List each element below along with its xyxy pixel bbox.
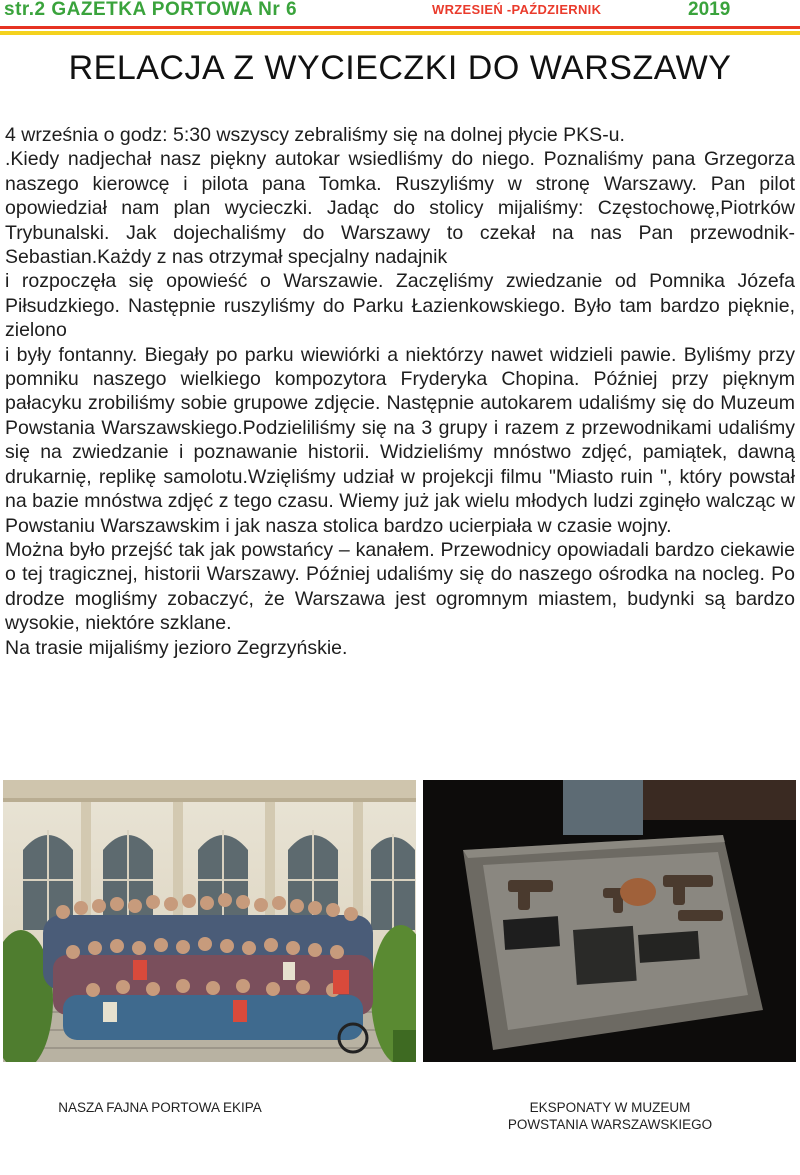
newsletter-header [0,0,800,34]
article-body [5,123,795,660]
group-photo-caption [10,1099,310,1116]
article-title: RELACJA Z WYCIECZKI DO WARSZAWY [68,49,732,87]
museum-exhibit-photo [423,780,796,1062]
paragraph: .Kiedy nadjechał nasz piękny autokar wsiedliśmy do niego. Poznaliśmy pana Grzegorza naszego kierowcę i pilota pana Tomka. Ruszyliśmy w stronę Warszawy. Pan pilot opowiedział nam plan wycieczki. Jadąc do stolicy mijaliśmy: Częstochowę,Piotrków Trybunalski. Jak dojechaliśmy do Warszawy to czekał na nas Pan przewodnik-Sebastian.Każdy z nas otrzymał specjalny nadajnik [5,148,795,269]
group-photo [3,780,416,1062]
museum-photo-caption [460,1099,760,1133]
page-label: str.2 GAZETKA PORTOWA Nr 6 [4,0,298,20]
caption-line: POWSTANIA WARSZAWSKIEGO [507,1117,713,1132]
header-red-stripe [0,26,800,29]
paragraph: 4 września o godz: 5:30 wszyscy zebraliśmy się na dolnej płycie PKS-u. [5,124,625,146]
caption-line: EKSPONATY W MUZEUM [529,1100,691,1115]
issue-year: 2019 [688,0,731,20]
paragraph: Można było przejść tak jak powstańcy – kanałem. Przewodnicy opowiadali bardzo ciekawie o tej tragicznej, historii Warszawy. Później udaliśmy się do naszego ośrodka na nocleg. Po drodze mogliśmy zobaczyć, że Warszawa jest ogromnym miastem, budynki są bardzo wysokie, niektóre szklane. [5,538,795,635]
caption-text: NASZA FAJNA PORTOWA EKIPA [58,1100,262,1115]
header-yellow-stripe [0,31,800,35]
paragraph: Na trasie mijaliśmy jezioro Zegrzyńskie. [5,636,348,659]
issue-months: WRZESIEŃ -PAŹDZIERNIK [432,2,602,17]
paragraph: i rozpoczęła się opowieść o Warszawie. Zaczęliśmy zwiedzanie od Pomnika Józefa Piłsudzkiego. Następnie ruszyliśmy do Parku Łazienkowskiego. Było tam bardzo pięknie, zielono [5,270,795,342]
paragraph: i były fontanny. Biegały po parku wiewiórki a niektórzy nawet widzieli pawie. Byliśmy przy pomniku naszego wielkiego kompozytora Fryderyka Chopina. Później przy pięknym pałacyku zrobiliśmy sobie grupowe zdjęcie. Następnie autokarem udaliśmy się do Muzeum Powstania Warszawskiego.Podzieliliśmy się na 3 grupy i razem z przewodnikami udaliśmy się na zwiedzanie i poznawanie historii. Widzieliśmy mnóstwo zdjęć, pamiątek, dawną drukarnię, replikę samolotu.Wzięliśmy udział w projekcji filmu "Miasto ruin ", który powstał na bazie mnóstwa zdjęć z tego czasu. Wiemy już jak wielu młodych ludzi zginęło walcząc w Powstaniu Warszawskim i jak nasza stolica bardzo ucierpiała w czasie wojny. [5,343,795,537]
